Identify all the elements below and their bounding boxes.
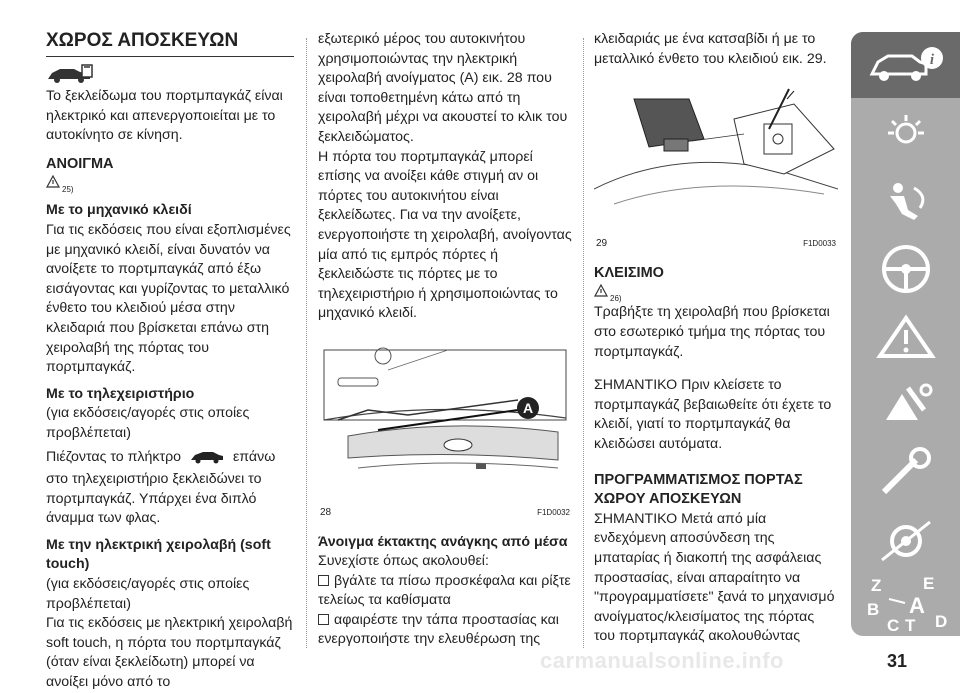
- column-3: [594, 30, 838, 647]
- checkbox-bullet-icon: [318, 575, 329, 586]
- figure-29-caption: [594, 236, 838, 250]
- figure-code: F1D0032: [537, 507, 570, 517]
- mech-key-text: Για τις εκδόσεις που είναι εξοπλισμένες με μηχανικό κλειδί, είναι δυνατόν να ανοίξετε το πορτμπαγκάζ από έξω εισάγοντας και γυρίζοντας το μεταλλικό ένθετο του κλειδιού μέσα στην κλειδαριά που βρίσκεται επάνω στη χειρολαβή της πόρτας του πορτμπαγκάζ.: [46, 221, 291, 376]
- remote-text-part-b: επάνω: [232, 448, 276, 465]
- electric-handle-heading: Με την ηλεκτρική χειρολαβή (soft touch): [46, 536, 271, 573]
- page-title: ΧΩΡΟΣ ΑΠΟΣΚΕΥΩΝ: [46, 30, 239, 51]
- figure-28-caption: [318, 505, 572, 519]
- step-1-text: βγάλτε τα πίσω προσκέφαλα και ρίξτε τελείως τα καθίσματα: [318, 572, 571, 609]
- index-letter: D: [934, 612, 947, 631]
- page-number: 31: [887, 651, 908, 671]
- col2-text-top: εξωτερικό μέρος του αυτοκινήτου χρησιμοποιώντας την ηλεκτρική χειρολαβή ανοίγματος (A) εικ. 28 που είναι τοποθετημένη κάτω από τη χειρολαβή μέχρι να ακουστεί το κλικ του ξεκλειδώματος.: [318, 31, 568, 145]
- step-2: [318, 611, 572, 650]
- maintenance-icon: [876, 446, 936, 500]
- index-letter: B: [866, 600, 879, 619]
- tab-starting-driving[interactable]: [851, 236, 960, 302]
- remote-text-part-a: Πιέζοντας το πλήκτρο: [46, 448, 182, 465]
- tab-technical-data[interactable]: [851, 508, 960, 574]
- important-note-2: ΣΗΜΑΝΤΙΚΟ Μετά από μία ενδεχόμενη αποσύνδεση της μπαταρίας ή διακοπή της ασφάλειας προστασίας, είναι απαραίτητο να "προγραμματίσετε" ξανά το μηχανισμό ανοίγματος/κλεισίματος της πόρτας του πορτμπαγκάζ ακολουθώντας: [594, 510, 835, 645]
- figure-label-a: A: [522, 399, 534, 416]
- emergency-intro: Συνεχίστε όπως ακολουθεί:: [318, 553, 489, 570]
- svg-text:i: i: [929, 52, 934, 68]
- tab-index[interactable]: [851, 570, 960, 636]
- closing-text: Τραβήξτε τη χειρολαβή που βρίσκεται στο εσωτερικό τμήμα της πόρτας του πορτμπαγκάζ.: [594, 304, 830, 360]
- trunk-button-icon: [189, 450, 225, 471]
- warning-triangle-icon: [594, 284, 608, 304]
- tailgate-handle-illustration: [318, 340, 572, 498]
- tab-emergency[interactable]: [851, 372, 960, 438]
- lock-release-illustration: [594, 79, 838, 229]
- opening-warning: [46, 174, 294, 194]
- remote-note: (για εκδόσεις/αγορές στις οποίες προβλέπεται): [46, 405, 250, 441]
- emergency-heading: Άνοιγμα έκτακτης ανάγκης από μέσα: [318, 533, 568, 550]
- column-2: [318, 30, 572, 650]
- programming-heading: ΠΡΟΓΡΑΜΜΑΤΙΣΜΟΣ ΠΟΡΤΑΣ ΧΩΡΟΥ ΑΠΟΣΚΕΥΩΝ: [594, 471, 803, 508]
- watermark: carmanualsonline.info: [540, 648, 784, 673]
- warning-triangle-icon: [46, 175, 60, 195]
- important-note-1: ΣΗΜΑΝΤΙΚΟ Πριν κλείσετε το πορτμπαγκάζ βεβαιωθείτε ότι έχετε το κλειδί, γιατί το πορτμπαγκάζ θα κλειδώσει αυτόματα.: [594, 377, 832, 452]
- tab-maintenance[interactable]: [851, 440, 960, 506]
- index-icon: [861, 571, 951, 635]
- figure-code: F1D0033: [803, 238, 836, 248]
- tab-warning-lights[interactable]: [851, 304, 960, 370]
- remote-text: [46, 448, 294, 529]
- electric-handle-text: Για τις εκδόσεις με ηλεκτρική χειρολαβή soft touch, η πόρτα του πορτμπαγκάζ (όταν είναι ξεκλείδωτη) μπορεί να ανοίξει μόνο από το: [46, 615, 293, 691]
- tab-lights[interactable]: [851, 100, 960, 166]
- step-1: [318, 572, 572, 611]
- mech-key-heading: Με το μηχανικό κλειδί: [46, 202, 192, 219]
- safety-icon: [876, 178, 936, 224]
- electric-handle-note: (για εκδόσεις/αγορές στις οποίες προβλέπεται): [46, 576, 250, 612]
- warning-ref: 26): [610, 294, 622, 304]
- car-info-icon: [866, 44, 946, 86]
- column-separator: [306, 38, 308, 648]
- index-letter: C: [886, 616, 899, 635]
- index-letter: E: [922, 574, 934, 593]
- tab-safety[interactable]: [851, 168, 960, 234]
- trunk-car-icon: [46, 63, 294, 87]
- column-separator: [583, 38, 585, 648]
- step-2-text: αφαιρέστε την τάπα προστασίας και ενεργοποιήστε την ελευθέρωση της: [318, 611, 559, 648]
- remote-heading: Με το τηλεχειριστήριο: [46, 385, 195, 402]
- figure-28: [318, 340, 572, 519]
- title-divider: [46, 56, 294, 57]
- figure-number: 29: [596, 237, 608, 249]
- figure-29: [594, 79, 838, 250]
- intro-text: Το ξεκλείδωμα του πορτμπαγκάζ είναι ηλεκτρικό και απενεργοποιείται με το αυτοκίνητο σε κίνηση.: [46, 88, 283, 144]
- opening-heading: ΑΝΟΙΓΜΑ: [46, 155, 114, 172]
- figure-number: 28: [320, 506, 332, 518]
- closing-heading: ΚΛΕΙΣΙΜΟ: [594, 264, 664, 281]
- index-letter: Z: [870, 576, 881, 595]
- col3-text-top: κλειδαριάς με ένα κατσαβίδι ή με το μεταλλικό ένθετο του κλειδιού εικ. 29.: [594, 31, 827, 67]
- chapter-sidebar: [851, 32, 960, 636]
- steering-wheel-icon: [879, 242, 933, 296]
- emergency-icon: [876, 380, 936, 430]
- warning-ref: 25): [62, 185, 74, 195]
- index-letter: A: [908, 593, 925, 618]
- index-letter: T: [904, 616, 915, 635]
- closing-warning: [594, 283, 838, 303]
- warning-triangle-icon: [876, 314, 936, 360]
- tab-car-info[interactable]: [851, 32, 960, 98]
- remote-text-part-c: στο τηλεχειριστήριο ξεκλειδώνει το πορτμπαγκάζ. Υπάρχει ένα διπλό άναμμα των φλας.: [46, 471, 262, 527]
- lights-icon: [876, 113, 936, 153]
- checkbox-bullet-icon: [318, 614, 329, 625]
- column-1: [46, 30, 294, 693]
- tech-data-icon: [876, 516, 936, 566]
- col2-text-doors: Η πόρτα του πορτμπαγκάζ μπορεί επίσης να ανοίξει κάθε στιγμή αν οι πόρτες του αυτοκινήτου είναι ξεκλείδωτες. Για να την ανοίξετε, ενεργοποιήστε τη χειρολαβή, ανοίγοντας μία από τις εμπρός πόρτες ή ξεκλειδώστε τις πόρτες με το τηλεχειριστήριο ή χρησιμοποιώντας το μηχανικό κλειδί.: [318, 148, 572, 322]
